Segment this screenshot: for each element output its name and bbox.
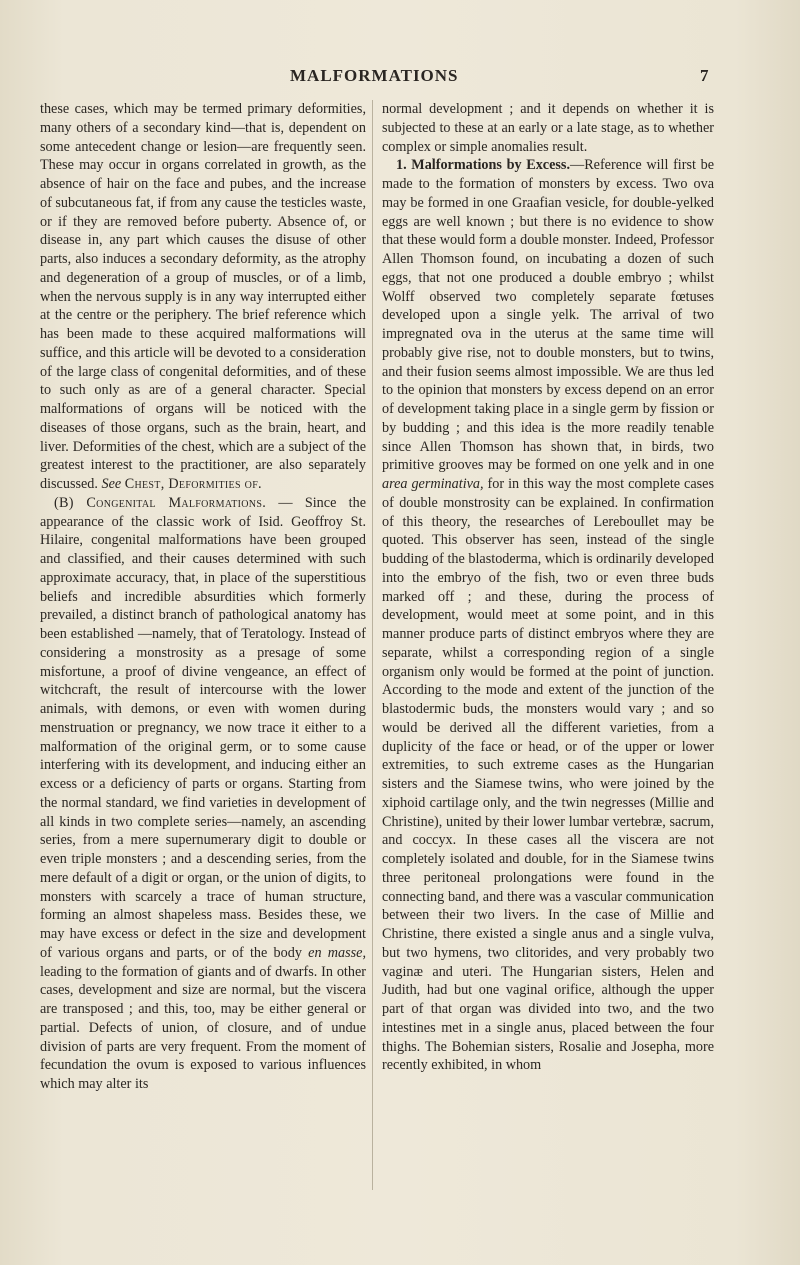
cross-reference: Chest, Deformities of. (124, 476, 262, 492)
italic-phrase: area germinativa, (382, 476, 484, 492)
section-heading: 1. Malformations by Excess. (396, 157, 570, 174)
page-title: MALFORMATIONS (290, 66, 459, 85)
paragraph-text: —Reference will first be made to the formation of monsters by excess. Two ova may be formed in one Graafian vesicle, for double-yelked eggs are well known ; but there is no evidence to show that these would form a double monster. Indeed, Professor Allen Thomson found, on incubating a dozen of such eggs, that not one produced a double embryo ; whilst Wolff observed two completely separate fœtuses developed upon a single yelk. The arrival of two impregnated ova in the uterus at the same time will probably give rise, not to double monsters, but to twins, and their fusion seems almost impossible. We are thus led to the opinion that monsters by excess depend on an error of development taking place in a single germ by fission or by budding ; and this idea is the more readily tenable since Allen Thomson has shown that, in birds, two primitive grooves may be formed on one yelk and in one (382, 157, 714, 474)
right-column (382, 100, 714, 1075)
paragraph-congenital-malformations (40, 494, 366, 1094)
left-column (40, 100, 366, 1094)
page-number: 7 (700, 66, 709, 85)
paragraph-secondary-deformities (40, 100, 366, 494)
running-head (0, 66, 800, 90)
paragraph-text: for in this way the most complete cases of double monstrosity can be explained. In confirmation of this theory, the researches of Lereboullet may be quoted. This observer has seen, instead of the single budding of the blastoderma, which is ordinarily developed into the embryo of the fish, two or even three buds marked off ; and these, during the process of development, would meet at some point, and in this manner produce parts of distinct embryos where they are separate, whilst a corresponding region of a single organism only would be formed at the point of junction. According to the mode and extent of the junction of the blastodermic buds, the monsters would vary ; and so would be derived all the different varieties, from a duplicity of the face or head, or of the upper or lower extremities, to such extreme cases as the Hungarian sisters and the Siamese twins, who were joined by the xiphoid cartilage only, and the twin negresses (Millie and Christine), united by their lower lumbar vertebræ, sacrum, and coccyx. In these cases all the viscera are not completely isolated and double, for in the Siamese twins three peritoneal prolongations were found in the connecting band, and there was a vascular communication between their two livers. In the case of Millie and Christine, there existed a single anus and a single vulva, but two hymens, two clitorides, and very probably two vaginæ and uteri. The Hungarian sisters, Helen and Judith, had but one vaginal orifice, although the upper part of that organ was divided into two, and the two intestines met in a single anus, placed between the four thighs. The Bohemian sisters, Rosalie and Josepha, more recently exhibited, in whom (382, 476, 714, 1074)
section-heading: (B) Congenital Malformations. (54, 494, 267, 511)
paragraph-text: — Since the appearance of the classic work of Isid. Geoffroy St. Hilaire, congenital malformations have been grouped and classified, and their causes determined with such approximate accuracy, that, in place of the superstitious beliefs and incredible absurdities which formerly prevailed, a distinct branch of pathological anatomy has been established —namely, that of Teratology. Instead of considering a monstrosity as a presage of some misfortune, a proof of divine vengeance, an effect of witchcraft, the result of intercourse with the lower animals, with demons, or even with women during menstruation or pregnancy, we now trace it either to a malformation of the original germ, or to some cause interfering with its development, and inducing either an excess or a deficiency of parts or organs. Starting from the normal standard, we find varieties in development of all kinds in two complete series—namely, an ascending series, from a mere supernumerary digit to double or even triple monsters ; and a descending series, from the mere default of a digit or organ, or the union of digits, to monsters with scarcely a trace of human structure, forming an almost shapeless mass. Besides these, we may have excess or defect in the size and development of various organs and parts, or of the body (40, 494, 366, 961)
column-divider (372, 100, 373, 1190)
paragraph-text: these cases, which may be termed primary deformities, many others of a secondary kind—that is, dependent on some antecedent change or lesion—are frequently seen. These may occur in organs correlated in growth, as the absence of hair on the face and pubes, and the increase of subcutaneous fat, if from any cause the testicles waste, or if they are removed before puberty. Absence of, or disease in, any part which causes the disuse of other parts, also induces a secondary deformity, as the atrophy and degeneration of a group of muscles, or of a limb, when the nervous supply is in any way interrupted either at the centre or the periphery. The brief reference which has been made to these acquired malformations will suffice, and this article will be devoted to a consideration of the large class of congenital deformities, and of these to such only as are of a general character. Special malformations of organs will be noticed with the diseases of those organs, such as the brain, heart, and liver. Deformities of the chest, which are a subject of the greatest interest to the practitioner, are also separately discussed. (40, 101, 366, 492)
italic-phrase: en masse, (308, 944, 366, 961)
paragraph-text: leading to the formation of giants and of dwarfs. In other cases, development and size are normal, but the viscera are transposed ; and this, too, may be either general or partial. Defects of union, of closure, and of undue division of parts are very frequent. From the moment of fecundation the ovum is exposed to various influences which may alter its (40, 963, 366, 1092)
paragraph-malformations-by-excess (382, 156, 714, 1075)
cross-reference-label: See (101, 476, 122, 492)
paragraph-continuation: normal development ; and it depends on whether it is subjected to these at an early or a late stage, as to whether complex or simple anomalies result. (382, 101, 714, 155)
